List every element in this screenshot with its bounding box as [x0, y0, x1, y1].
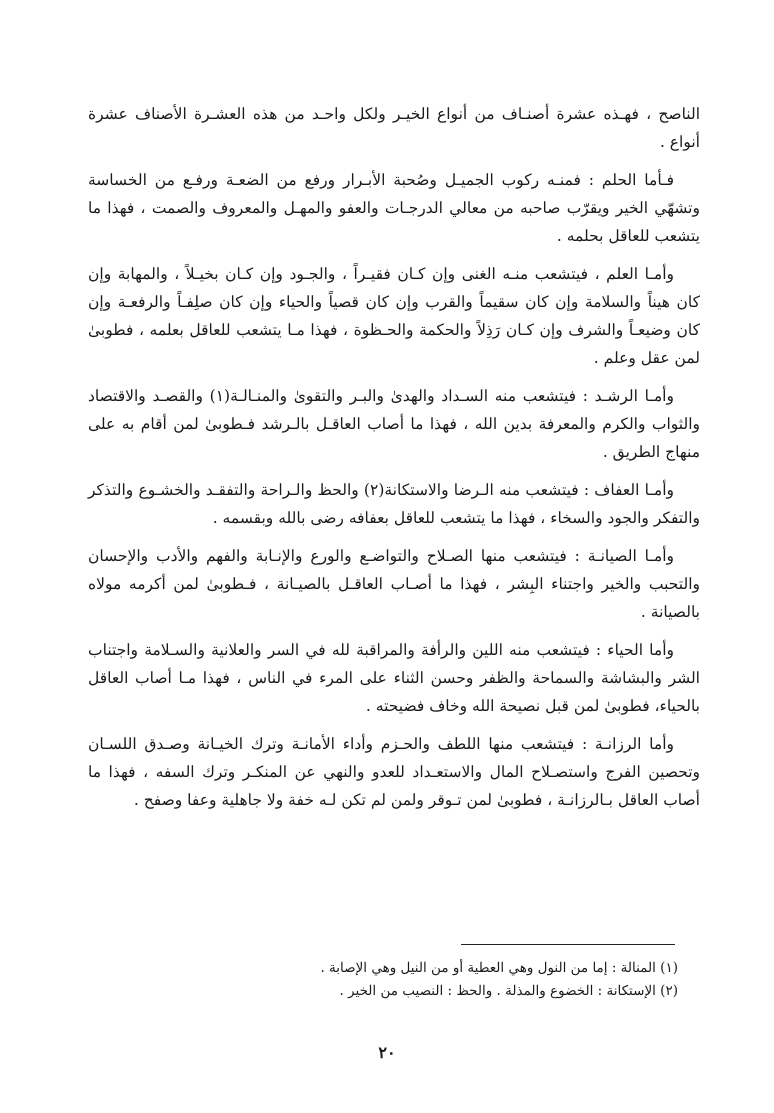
paragraph-haya: وأما الحياء : فيتشعب منه اللين والرأفة والمراقبة لله في السر والعلانية والسـلامة واجتناب الشر والبشاشة والسماحة والظفر وحسن الثناء على المرء في الناس ، فهذا مـا أصاب العاقل بالحياء، فطوبىٰ لمن قبل نصيحة الله وخاف فضيحته . [88, 641, 700, 715]
page-number: ٢٠ [378, 1043, 396, 1062]
paragraph-intro: الناصح ، فهـذه عشرة أصنـاف من أنواع الخيـر ولكل واحـد من هذه العشـرة الأصناف عشرة أنواع . [88, 105, 700, 151]
paragraph-hilm: فـأما الحلم : فمنـه ركوب الجميـل وصُحبة الأبـرار ورفع من الضعـة ورفـع من الخساسة وتشهّي الخير ويقرّب صاحبه من معالي الدرجـات والعفو والمهـل والمعروف والصمت ، فهذا ما يتشعب للعاقل بحلمه . [88, 171, 700, 245]
paragraph-afaf: وأمـا العفاف : فيتشعب منه الـرضا والاستكانة(٢) والحظ والـراحة والتفقـد والخشـوع والتذكر والتفكر والجود والسخاء ، فهذا ما يتشعب للعاقل بعفافه رضى بالله وبقسمه . [88, 481, 700, 527]
page-body [88, 100, 700, 824]
footnote-2: (٢) الإستكانة : الخضوع والمذلة . والحظ : النصيب من الخير . [339, 983, 678, 999]
paragraph-razana: وأما الرزانـة : فيتشعب منها اللطف والحـزم وأداء الأمانـة وترك الخيـانة وصـدق اللسـان وتحصين الفرج واستصـلاح المال والاستعـداد للعدو والنهي عن المنكـر وترك السفه ، فهذا ما أصاب العاقل بـالرزانـة ، فطوبىٰ لمن تـوقر ولمن لم تكن لـه خفة ولا جاهلية وعفا وصفح . [88, 735, 700, 809]
footnote-1: (١) المنالة : إما من النول وهي العطية أو من النيل وهي الإصابة . [320, 960, 678, 976]
paragraph-rushd: وأمـا الرشـد : فيتشعب منه السـداد والهدىٰ والبـر والتقوىٰ والمنـالـة(١) والقصـد والاقتصاد والثواب والكرم والمعرفة بدين الله ، فهذا ما أصاب العاقـل بالـرشد فـطوبىٰ لمن أقام به على منهاج الطريق . [88, 387, 700, 461]
paragraph-ilm: وأمـا العلم ، فيتشعب منـه الغنى وإن كـان فقيـراً ، والجـود وإن كـان بخيـلاً ، والمهابة وإن كان هيناً والسلامة وإن كان سقيماً والقرب وإن كان قصياً والحياء وإن كان صلِفـاً والرفعـة وإن كان وضيعـاً والشرف وإن كـان رَذِلاً والحكمة والحـظوة ، فهذا مـا يتشعب للعاقل بعلمه ، فطوبىٰ لمن عقل وعلم . [88, 265, 700, 367]
footnote-divider [461, 944, 675, 945]
paragraph-siyana: وأمـا الصيانـة : فيتشعب منها الصـلاح والتواضـع والورع والإنـابة والفهم والأدب والإحسان والتحبب والخير واجتناء البِشر ، فهذا ما أصـاب العاقـل بالصيـانة ، فـطوبىٰ لمن أكرمه مولاه بالصيانة . [88, 547, 700, 621]
footnotes [78, 957, 678, 1003]
